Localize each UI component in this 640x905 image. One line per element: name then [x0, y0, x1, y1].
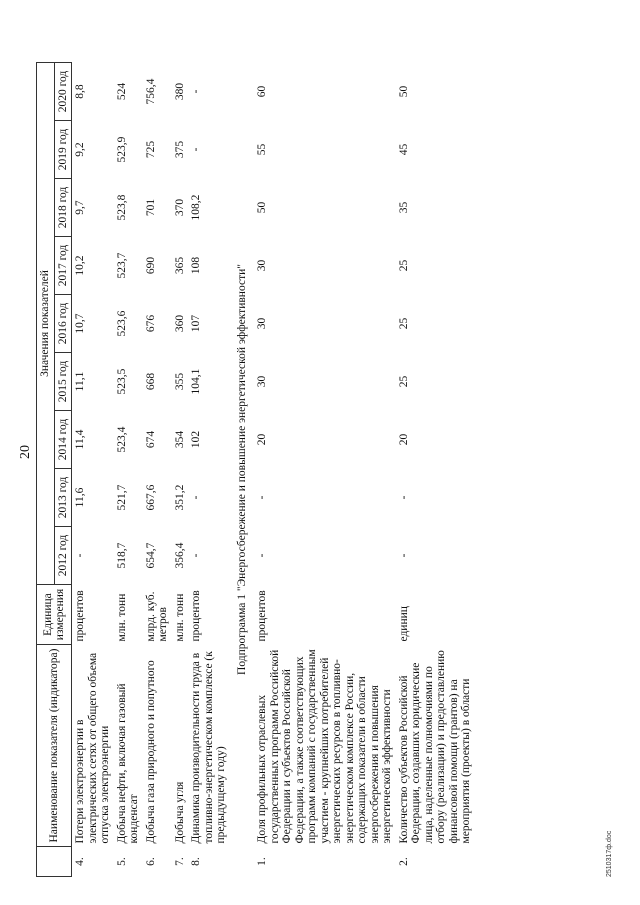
indicator-name: Доля профильных отраслевых государственных программ Российской Федерации и субъектов Российской Федерации, а также соответствующих программ компаний с государственным участием - крупнейших потребителей энергетических ресурсов в топливно-энергетическом комплексе России, содержащих показатели в области энергосбережения и повышения энергетической эффективности: [256, 649, 393, 844]
num-header: [37, 847, 72, 877]
value-cell: 45: [397, 143, 410, 156]
unit-cell: процентов: [74, 590, 86, 642]
unit-header: Единица измерения: [37, 585, 72, 645]
page-number: 20: [18, 445, 33, 459]
table-row: [172, 63, 189, 877]
value-cell: 355: [173, 372, 186, 391]
value-cell: 701: [144, 198, 157, 217]
indicator-name: Добыча нефти, включая газовый конденсат: [115, 683, 140, 844]
value-cell: 11,4: [74, 429, 86, 450]
value-cell: -: [397, 553, 410, 558]
value-cell: 354: [173, 430, 186, 449]
value-cell: 107: [190, 314, 202, 333]
value-cell: 375: [173, 140, 186, 159]
value-cell: 523,9: [115, 136, 128, 163]
value-cell: 10,7: [74, 313, 86, 334]
value-cell: 35: [397, 201, 410, 214]
value-cell: -: [256, 495, 268, 500]
value-cell: 25: [397, 317, 410, 330]
unit-cell: процентов: [256, 590, 268, 642]
value-cell: 30: [256, 375, 268, 388]
value-cell: 523,6: [115, 310, 128, 337]
table-row: [143, 63, 172, 877]
indicators-table: [36, 62, 475, 877]
value-cell: 676: [144, 314, 157, 333]
table-row: [188, 63, 230, 877]
value-cell: 524: [115, 82, 128, 101]
value-cell: 9,7: [74, 200, 86, 215]
value-cell: 55: [256, 143, 268, 156]
value-cell: 30: [256, 317, 268, 330]
value-cell: 667,6: [144, 484, 157, 511]
value-cell: -: [397, 495, 410, 500]
section-title: Подпрограмма 1 "Энергосбережение и повышение энергетической эффективности": [235, 264, 248, 675]
value-cell: 60: [256, 85, 268, 98]
year-header: 2014 год: [54, 411, 72, 469]
year-header: 2016 год: [54, 295, 72, 353]
unit-cell: единиц: [397, 606, 410, 642]
year-header: 2019 год: [54, 121, 72, 179]
value-cell: 725: [144, 140, 157, 159]
indicator-name: Потери электроэнергии в электрических сетях от общего объема отпуска электроэнергии: [74, 652, 111, 844]
value-cell: 380: [173, 82, 186, 101]
value-cell: -: [74, 553, 86, 558]
value-cell: 674: [144, 430, 157, 449]
year-header: 2018 год: [54, 179, 72, 237]
value-cell: 8,8: [74, 84, 86, 99]
value-cell: 523,4: [115, 426, 128, 453]
value-cell: 518,7: [115, 542, 128, 569]
row-number: 4.: [74, 857, 86, 866]
row-number: 8.: [190, 857, 202, 866]
year-header: 2013 год: [54, 469, 72, 527]
value-cell: 20: [397, 433, 410, 446]
value-cell: 523,7: [115, 252, 128, 279]
value-cell: 25: [397, 259, 410, 272]
value-cell: 356,4: [173, 542, 186, 569]
value-cell: 523,8: [115, 194, 128, 221]
value-cell: -: [190, 89, 202, 94]
value-cell: 523,5: [115, 368, 128, 395]
value-cell: 690: [144, 256, 157, 275]
value-cell: 756,4: [144, 78, 157, 105]
document-id: 2510317ф.doc: [606, 830, 613, 877]
row-number: 6.: [144, 857, 157, 866]
row-number: 1.: [256, 857, 268, 866]
value-cell: 30: [256, 259, 268, 272]
table-row: [114, 63, 143, 877]
value-cell: 370: [173, 198, 186, 217]
table-row: [72, 63, 114, 877]
value-cell: 11,6: [74, 487, 86, 508]
value-cell: 654,7: [144, 542, 157, 569]
indicator-name: Динамика производительности труда в топливно-энергетическом комплексе (к предыдущему году): [190, 651, 227, 844]
value-cell: 351,2: [173, 484, 186, 511]
value-cell: 50: [256, 201, 268, 214]
unit-cell: млн. тонн: [115, 593, 128, 642]
value-cell: 10,2: [74, 255, 86, 276]
value-cell: 50: [397, 85, 410, 98]
unit-cell: млрд. куб. метров: [144, 591, 169, 642]
value-cell: 25: [397, 375, 410, 388]
value-cell: -: [190, 147, 202, 152]
value-cell: 108: [190, 256, 202, 275]
value-cell: 102: [190, 430, 202, 449]
values-group-header: Значения показателей: [37, 63, 55, 585]
value-cell: 20: [256, 433, 268, 446]
row-number: 5.: [115, 857, 128, 866]
value-cell: 104,1: [190, 368, 202, 395]
row-number: 7.: [173, 857, 186, 866]
value-cell: -: [256, 553, 268, 558]
value-cell: 108,2: [190, 194, 202, 221]
value-cell: -: [190, 495, 202, 500]
value-cell: 9,2: [74, 142, 86, 157]
indicator-name: Добыча угля: [173, 781, 186, 844]
unit-cell: млн. тонн: [173, 593, 186, 642]
value-cell: 668: [144, 372, 157, 391]
value-cell: -: [190, 553, 202, 558]
value-cell: 365: [173, 256, 186, 275]
year-header: 2020 год: [54, 63, 72, 121]
value-cell: 521,7: [115, 484, 128, 511]
table-row: [254, 63, 396, 877]
unit-cell: процентов: [190, 590, 202, 642]
section-row: [230, 63, 255, 877]
indicator-name: Добыча газа природного и попутного: [144, 660, 157, 844]
indicator-name: Количество субъектов Российской Федерации, создавших юридические лица, наделенные полномочиями по отбору (реализации) и предоставлению финансовой помощи (грантов) на мероприятия (проекты) в области: [397, 650, 472, 844]
year-header: 2012 год: [54, 527, 72, 585]
value-cell: 360: [173, 314, 186, 333]
value-cell: 11,1: [74, 371, 86, 392]
table-row: [396, 63, 475, 877]
row-number: 2.: [397, 857, 410, 866]
year-header: 2017 год: [54, 237, 72, 295]
year-header: 2015 год: [54, 353, 72, 411]
name-header: Наименование показателя (индикатора): [37, 645, 72, 847]
